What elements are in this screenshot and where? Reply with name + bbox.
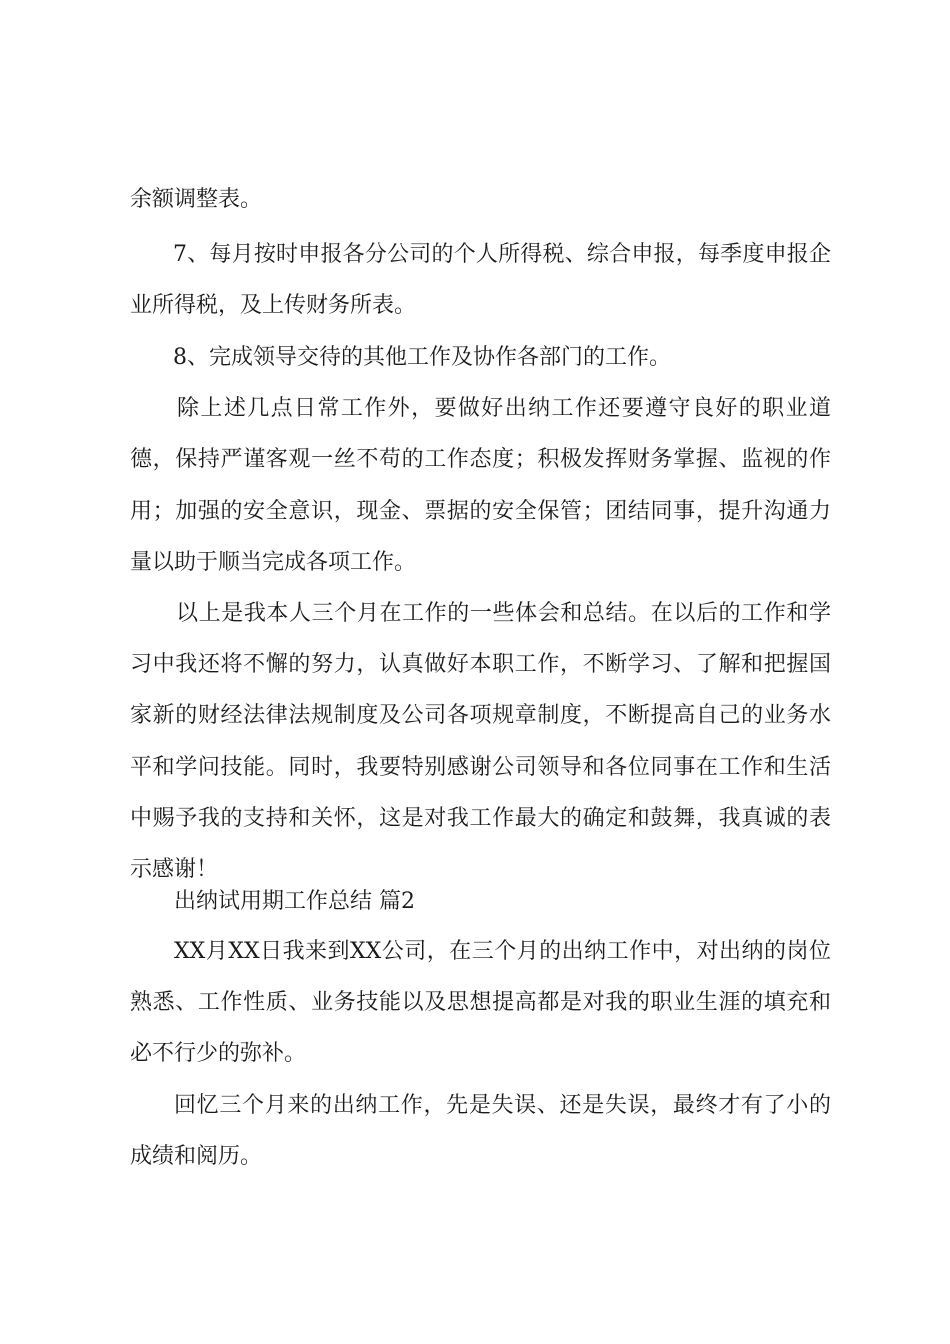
paragraph-line: 业所得税，及上传财务所表。 (130, 293, 417, 318)
paragraph-line: 以上是我本人三个月在工作的一些体会和总结。在以后的工作和学 (176, 601, 831, 626)
paragraph-line: 余额调整表。 (130, 187, 263, 212)
paragraph-line: 家新的财经法律法规制度及公司各项规章制度，不断提高自己的业务水 (130, 703, 831, 728)
paragraph-line: 示感谢！ (130, 857, 219, 882)
paragraph-line: XX月XX日我来到XX公司，在三个月的出纳工作中，对出纳的岗位 (174, 939, 831, 964)
section-heading: 出纳试用期工作总结 篇2 (174, 889, 415, 914)
paragraph-line: 德，保持严谨客观一丝不苟的工作态度；积极发挥财务掌握、监视的作 (130, 447, 831, 472)
paragraph-line: 平和学问技能。同时，我要特别感谢公司领导和各位同事在工作和生活 (130, 755, 831, 780)
paragraph-line: 回忆三个月来的出纳工作，先是失误、还是失误，最终才有了小的 (174, 1093, 831, 1118)
paragraph-line: 必不行少的弥补。 (130, 1041, 307, 1066)
paragraph-line: 习中我还将不懈的努力，认真做好本职工作，不断学习、了解和把握国 (130, 652, 831, 677)
paragraph-line: 熟悉、工作性质、业务技能以及思想提高都是对我的职业生涯的填充和 (130, 990, 831, 1015)
paragraph-line: 中赐予我的支持和关怀，这是对我工作最大的确定和鼓舞，我真诚的表 (130, 806, 831, 831)
paragraph-line: 成绩和阅历。 (130, 1144, 263, 1169)
paragraph-line: 7、每月按时申报各分公司的个人所得税、综合申报，每季度申报企 (173, 242, 831, 267)
paragraph-line: 用；加强的安全意识，现金、票据的安全保管；团结同事，提升沟通力 (130, 499, 831, 524)
paragraph-line: 8、完成领导交待的其他工作及协作各部门的工作。 (173, 345, 671, 370)
paragraph-line: 量以助于顺当完成各项工作。 (130, 550, 417, 575)
paragraph-line: 除上述几点日常工作外，要做好出纳工作还要遵守良好的职业道 (177, 396, 831, 421)
